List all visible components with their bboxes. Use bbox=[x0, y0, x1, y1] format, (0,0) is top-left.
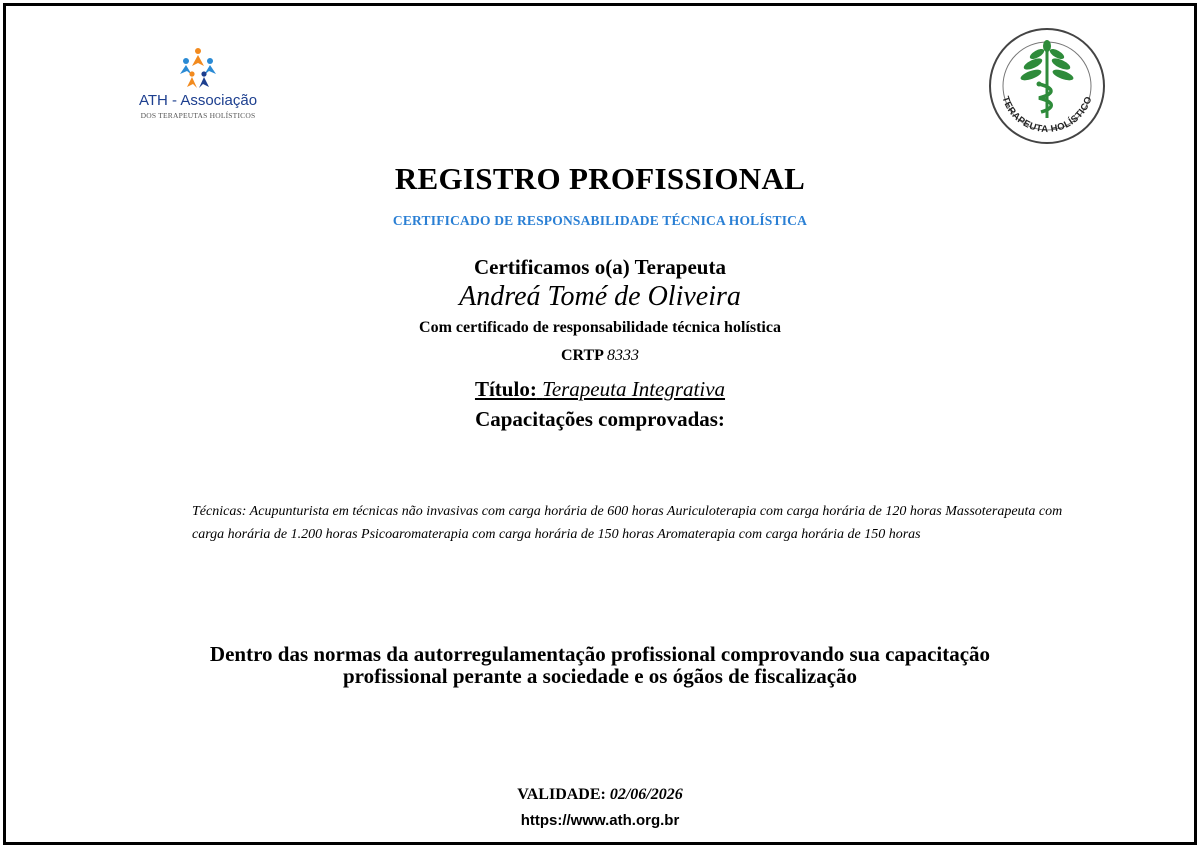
seal-text: TERAPEUTA HOLÍSTICO bbox=[999, 94, 1095, 136]
validity-label: VALIDADE: bbox=[517, 786, 606, 803]
norms-line-2: profissional perante a sociedade e os ógãos de fiscalização bbox=[342, 664, 858, 688]
people-logo-icon bbox=[176, 46, 220, 90]
validity-line bbox=[6, 786, 1194, 804]
certificate-subtitle: CERTIFICADO DE RESPONSABILIDADE TÉCNICA HOLÍSTICA bbox=[392, 213, 808, 228]
crtp-label: CRTP bbox=[560, 347, 604, 364]
capacitations-heading: Capacitações comprovadas: bbox=[475, 407, 725, 431]
title-label: Título: bbox=[474, 377, 537, 401]
person-name: Andreá Tomé de Oliveira bbox=[459, 281, 741, 312]
ath-logo bbox=[133, 46, 263, 136]
norms-statement bbox=[6, 643, 1194, 687]
crtp-line bbox=[6, 347, 1194, 365]
techniques-text: Técnicas: Acupunturista em técnicas não invasivas com carga horária de 600 horas Auriculoterapia com carga horária de 120 horas Massoterapeuta com carga horária de 1.200 horas Psicoaromaterapia com carga horária de 150 horas Aromaterapia com carga horária de 150 horas bbox=[192, 504, 1063, 542]
norms-line-1: Dentro das normas da autorregulamentação profissional comprovando sua capacitação bbox=[209, 642, 991, 666]
ath-logo-name: ATH - Associação bbox=[138, 92, 258, 109]
certify-text: Certificamos o(a) Terapeuta bbox=[474, 255, 726, 279]
crtp-number: 8333 bbox=[607, 347, 640, 364]
validity-date: 02/06/2026 bbox=[609, 786, 683, 803]
certificate-statement: Com certificado de responsabilidade técnica holística bbox=[419, 319, 781, 336]
professional-title bbox=[6, 377, 1194, 402]
page-title: REGISTRO PROFISSIONAL bbox=[394, 161, 806, 196]
certificate bbox=[3, 3, 1197, 845]
terapeuta-holistico-seal bbox=[987, 26, 1107, 146]
ath-logo-subtitle: DOS TERAPEUTAS HOLÍSTICOS bbox=[140, 111, 256, 120]
title-value: Terapeuta Integrativa bbox=[542, 377, 726, 401]
website-link[interactable]: https://www.ath.org.br bbox=[520, 812, 680, 829]
